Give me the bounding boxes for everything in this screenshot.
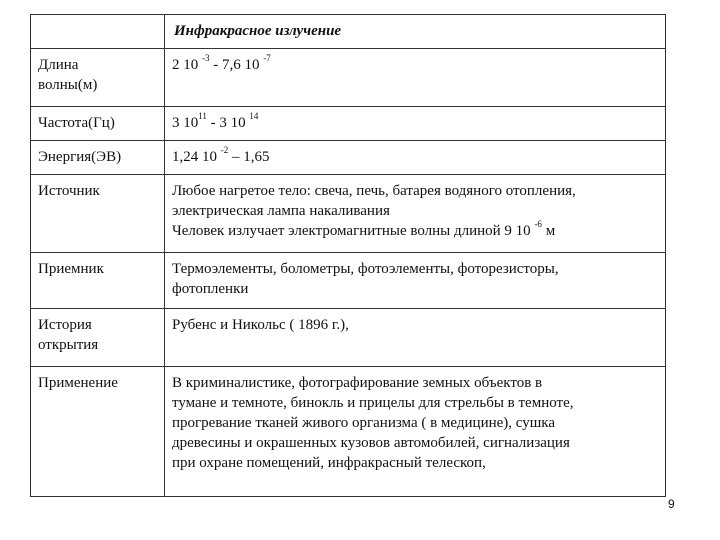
- page-number: 9: [668, 497, 675, 511]
- value-base: - 3 10: [206, 115, 246, 131]
- table-row-wavelength: [31, 49, 666, 107]
- text-fragment: Человек излучает электромагнитные волны длиной 9 10: [172, 223, 531, 239]
- row-value-energy: [165, 141, 666, 175]
- row-value-receiver: [165, 253, 666, 309]
- value-exponent: 11: [198, 111, 207, 121]
- row-label-energy: Энергия(ЭВ): [31, 141, 165, 175]
- row-label-source: Источник: [31, 175, 165, 253]
- text-line: Любое нагретое тело: свеча, печь, батарея водяного отопления,: [172, 183, 576, 199]
- value-base: 3 10: [172, 115, 199, 131]
- table-row-application: [31, 367, 666, 497]
- text-line: при охране помещений, инфракрасный телескоп,: [172, 455, 486, 471]
- table-title: Инфракрасное излучение: [165, 15, 666, 49]
- text-fragment: м: [541, 223, 556, 239]
- value-exponent: -7: [263, 53, 271, 63]
- text-line: электрическая лампа накаливания: [172, 203, 390, 219]
- row-value-application: [165, 367, 666, 497]
- text-line: Термоэлементы, болометры, фотоэлементы, фоторезисторы,: [172, 261, 559, 277]
- row-value-frequency: [165, 107, 666, 141]
- row-label-wavelength: [31, 49, 165, 107]
- label-line: Длина: [38, 57, 79, 73]
- row-label-receiver: Приемник: [31, 253, 165, 309]
- value-exponent: -3: [202, 53, 210, 63]
- text-line: древесины и окрашенных кузовов автомобилей, сигнализация: [172, 435, 570, 451]
- text-line: В криминалистике, фотографирование земных объектов в: [172, 375, 543, 391]
- table-row-frequency: [31, 107, 666, 141]
- value-base: - 7,6 10: [209, 57, 260, 73]
- value-exponent: -2: [220, 145, 229, 155]
- row-value-source: [165, 175, 666, 253]
- value-exponent: -6: [534, 219, 542, 229]
- table-header-row: [31, 15, 666, 49]
- row-value-history: Рубенс и Никольс ( 1896 г.),: [165, 309, 666, 367]
- text-line: [172, 221, 661, 241]
- text-line: фотопленки: [172, 281, 249, 297]
- label-line: волны(м): [38, 77, 98, 93]
- label-line: открытия: [38, 337, 99, 353]
- row-label-history: [31, 309, 165, 367]
- table-row-energy: [31, 141, 666, 175]
- header-empty-cell: [31, 15, 165, 49]
- value-exponent: 14: [249, 111, 259, 121]
- value-base: 1,24 10: [172, 149, 217, 165]
- text-line: прогревание тканей живого организма ( в медицине), сушка: [172, 415, 556, 431]
- value-base: – 1,65: [228, 149, 270, 165]
- label-line: История: [38, 317, 92, 333]
- text-line: тумане и темноте, бинокль и прицелы для стрельбы в темноте,: [172, 395, 574, 411]
- row-value-wavelength: [165, 49, 666, 107]
- table-row-source: [31, 175, 666, 253]
- infrared-radiation-table: [30, 14, 666, 497]
- row-label-frequency: Частота(Гц): [31, 107, 165, 141]
- table-row-receiver: [31, 253, 666, 309]
- value-base: 2 10: [172, 57, 199, 73]
- table-row-history: [31, 309, 666, 367]
- row-label-application: Применение: [31, 367, 165, 497]
